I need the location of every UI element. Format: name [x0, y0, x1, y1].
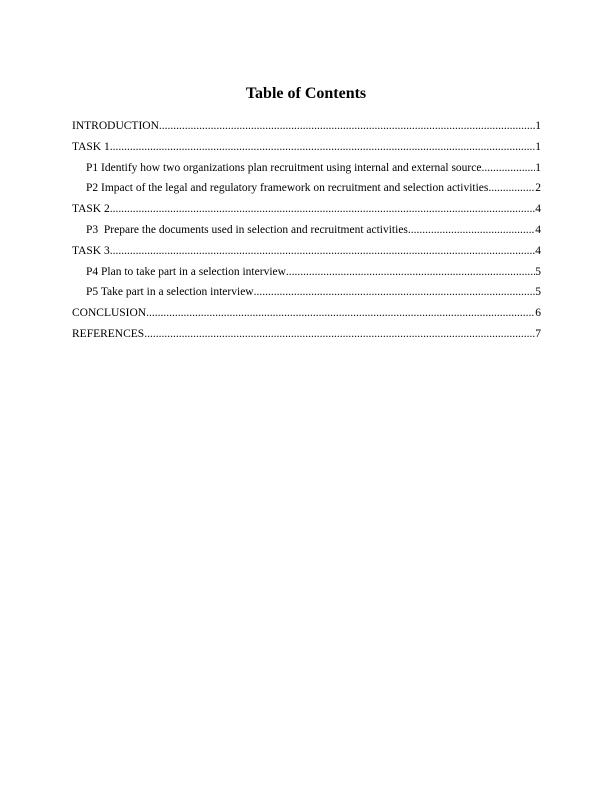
toc-list — [72, 116, 541, 345]
toc-entry-label: P5 Take part in a selection interview — [86, 286, 254, 299]
toc-page-number: 4 — [535, 203, 541, 216]
toc-entry-label: P3 Prepare the documents used in selection and recruitment activities — [86, 223, 408, 236]
toc-dot-leader — [144, 324, 535, 345]
toc-entry-p1[interactable] — [72, 158, 541, 179]
toc-dot-leader — [146, 303, 535, 324]
toc-entry-p5[interactable] — [72, 282, 541, 303]
toc-entry-label: REFERENCES — [72, 327, 145, 340]
toc-page-number: 5 — [535, 265, 541, 278]
toc-dot-leader — [110, 137, 536, 158]
toc-entry-task-3[interactable] — [72, 241, 541, 262]
toc-entry-label: TASK 3 — [72, 244, 110, 257]
toc-dot-leader — [110, 241, 536, 262]
toc-entry-p4[interactable] — [72, 262, 541, 283]
toc-page-number: 7 — [535, 327, 541, 340]
toc-dot-leader — [481, 158, 535, 179]
toc-entry-label: P2 Impact of the legal and regulatory framework on recruitment and selection activities — [86, 182, 489, 195]
toc-entry-label: TASK 1 — [72, 140, 110, 153]
toc-entry-label: CONCLUSION — [72, 307, 147, 320]
toc-entry-task-1[interactable] — [72, 137, 541, 158]
toc-entry-label: P4 Plan to take part in a selection interview — [86, 265, 286, 278]
toc-dot-leader — [254, 282, 536, 303]
toc-entry-label: TASK 2 — [72, 203, 110, 216]
toc-page-number: 1 — [535, 140, 541, 153]
toc-page-number: 5 — [535, 286, 541, 299]
toc-dot-leader — [286, 262, 535, 283]
toc-entry-conclusion[interactable] — [72, 303, 541, 324]
toc-entry-label: P1 Identify how two organizations plan recruitment using internal and external source — [86, 161, 482, 174]
toc-entry-introduction[interactable] — [72, 116, 541, 137]
toc-dot-leader — [488, 178, 535, 199]
toc-dot-leader — [408, 220, 535, 241]
toc-entry-task-2[interactable] — [72, 199, 541, 220]
toc-page-number: 4 — [535, 223, 541, 236]
toc-entry-p3[interactable] — [72, 220, 541, 241]
toc-entry-references[interactable] — [72, 324, 541, 345]
toc-page-number: 4 — [535, 244, 541, 257]
toc-page-number: 2 — [535, 182, 541, 195]
toc-page-number: 1 — [535, 161, 541, 174]
toc-entry-p2[interactable] — [72, 178, 541, 199]
toc-title: Table of Contents — [245, 85, 367, 102]
toc-entry-label: INTRODUCTION — [72, 120, 159, 132]
toc-page-number: 1 — [535, 120, 541, 132]
toc-dot-leader — [110, 199, 536, 220]
toc-page-number: 6 — [535, 307, 541, 320]
toc-dot-leader — [159, 116, 535, 137]
